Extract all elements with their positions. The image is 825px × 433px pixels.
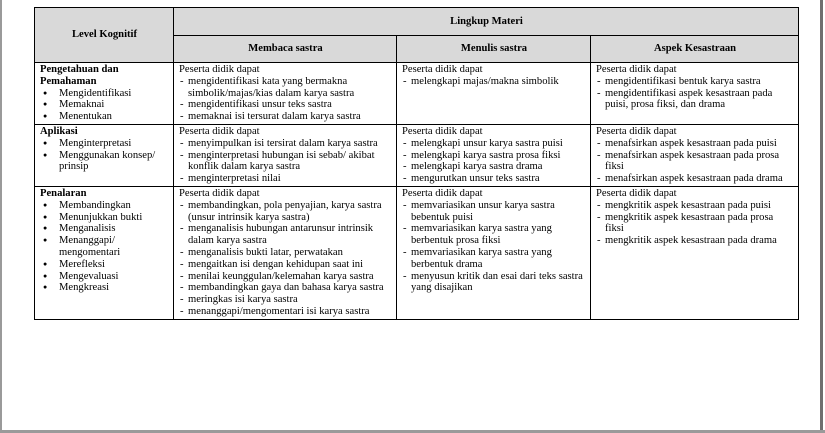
menulis-cell (397, 63, 591, 125)
table-row (35, 186, 799, 319)
page-right-edge (820, 0, 823, 433)
membaca-cell (174, 63, 397, 125)
level-title: Penalaran (40, 187, 87, 199)
list-item: - melengkapi majas/makna simbolik (402, 76, 586, 88)
level-item: ● Mengidentifikasi (40, 88, 169, 100)
cell-intro: Peserta didik dapat (179, 64, 260, 75)
level-title: Pengetahuan dan Pemahaman (40, 64, 119, 87)
header-lingkup-materi: Lingkup Materi (174, 8, 799, 36)
list-item: - memaknai isi tersurat dalam karya sastra (179, 111, 392, 123)
level-cell (35, 186, 174, 319)
list-item: - mengkritik aspek kesastraan pada prosa fiksi (596, 212, 794, 236)
header-menulis-sastra: Menulis sastra (397, 36, 591, 63)
header-aspek-kesastraan: Aspek Kesastraan (591, 36, 799, 63)
aspek-cell (591, 63, 799, 125)
level-item: ● Menanggapi/ mengomentari (40, 235, 169, 259)
list-item: - menilai keunggulan/kelemahan karya sastra (179, 271, 392, 283)
level-title: Aplikasi (40, 125, 78, 137)
list-item: - menyimpulkan isi tersirat dalam karya sastra (179, 138, 392, 150)
header-membaca-sastra: Membaca sastra (174, 36, 397, 63)
list-item: - membandingkan, pola penyajian, karya sastra (unsur intrinsik karya sastra) (179, 200, 392, 224)
list-item: - mengurutkan unsur teks sastra (402, 173, 586, 185)
list-item: - menginterpretasi nilai (179, 173, 392, 185)
list-item: - mengidentifikasi bentuk karya sastra (596, 76, 794, 88)
cell-intro: Peserta didik dapat (596, 187, 677, 199)
level-item: ● Merefleksi (40, 259, 169, 271)
aspek-cell (591, 124, 799, 186)
membaca-cell (174, 124, 397, 186)
list-item: - menganalisis hubungan antarunsur intrinsik dalam karya sastra (179, 223, 392, 247)
page-left-edge (0, 0, 2, 433)
level-item: ● Mengevaluasi (40, 271, 169, 283)
list-item: - mengidentifikasi unsur teks sastra (179, 99, 392, 111)
list-item: - menafsirkan aspek kesastraan pada drama (596, 173, 794, 185)
cell-intro: Peserta didik dapat (179, 125, 260, 137)
menulis-cell (397, 124, 591, 186)
list-item: - memvariasikan karya sastra yang berbentuk prosa fiksi (402, 223, 586, 247)
level-item: ● Membandingkan (40, 200, 169, 212)
list-item: - mengkritik aspek kesastraan pada puisi (596, 200, 794, 212)
level-item: ● Menggunakan konsep/ prinsip (40, 150, 169, 174)
level-item: ● Mengkreasi (40, 282, 169, 294)
level-cell (35, 63, 174, 125)
menulis-cell (397, 186, 591, 319)
list-item: - menganalisis bukti latar, perwatakan (179, 247, 392, 259)
cell-intro: Peserta didik dapat (402, 64, 483, 75)
table-row (35, 63, 799, 125)
cell-intro: Peserta didik dapat (596, 125, 677, 137)
level-item: ● Menentukan (40, 111, 169, 123)
level-item: ● Menginterpretasi (40, 138, 169, 150)
aspek-cell (591, 186, 799, 319)
level-item: ● Memaknai (40, 99, 169, 111)
list-item: - meringkas isi karya sastra (179, 294, 392, 306)
list-item: - melengkapi karya sastra drama (402, 161, 586, 173)
cell-intro: Peserta didik dapat (402, 187, 483, 199)
cell-intro: Peserta didik dapat (596, 64, 677, 75)
list-item: - memvariasikan karya sastra yang berbentuk drama (402, 247, 586, 271)
list-item: - menafsirkan aspek kesastraan pada prosa fiksi (596, 150, 794, 174)
table-row (35, 124, 799, 186)
membaca-cell (174, 186, 397, 319)
list-item: - melengkapi karya sastra prosa fiksi (402, 150, 586, 162)
level-kognitif-table (34, 7, 799, 320)
level-item: ● Menunjukkan bukti (40, 212, 169, 224)
level-item: ● Menganalisis (40, 223, 169, 235)
list-item: - melengkapi unsur karya sastra puisi (402, 138, 586, 150)
list-item: - mengidentifikasi kata yang bermakna simbolik/majas/kias dalam karya sastra (179, 76, 392, 100)
list-item: - menanggapi/mengomentari isi karya sastra (179, 306, 392, 318)
list-item: - mengaitkan isi dengan kehidupan saat ini (179, 259, 392, 271)
header-level-kognitif: Level Kognitif (35, 8, 174, 63)
cell-intro: Peserta didik dapat (402, 125, 483, 137)
list-item: - menyusun kritik dan esai dari teks sastra yang disajikan (402, 271, 586, 295)
level-cell (35, 124, 174, 186)
list-item: - memvariasikan unsur karya sastra bebentuk puisi (402, 200, 586, 224)
list-item: - menafsirkan aspek kesastraan pada puisi (596, 138, 794, 150)
cell-intro: Peserta didik dapat (179, 187, 260, 199)
list-item: - membandingkan gaya dan bahasa karya sastra (179, 282, 392, 294)
list-item: - menginterpretasi hubungan isi sebab/ akibat konflik dalam karya sastra (179, 150, 392, 174)
list-item: - mengkritik aspek kesastraan pada drama (596, 235, 794, 247)
list-item: - mengidentifikasi aspek kesastraan pada puisi, prosa fiksi, dan drama (596, 88, 794, 112)
